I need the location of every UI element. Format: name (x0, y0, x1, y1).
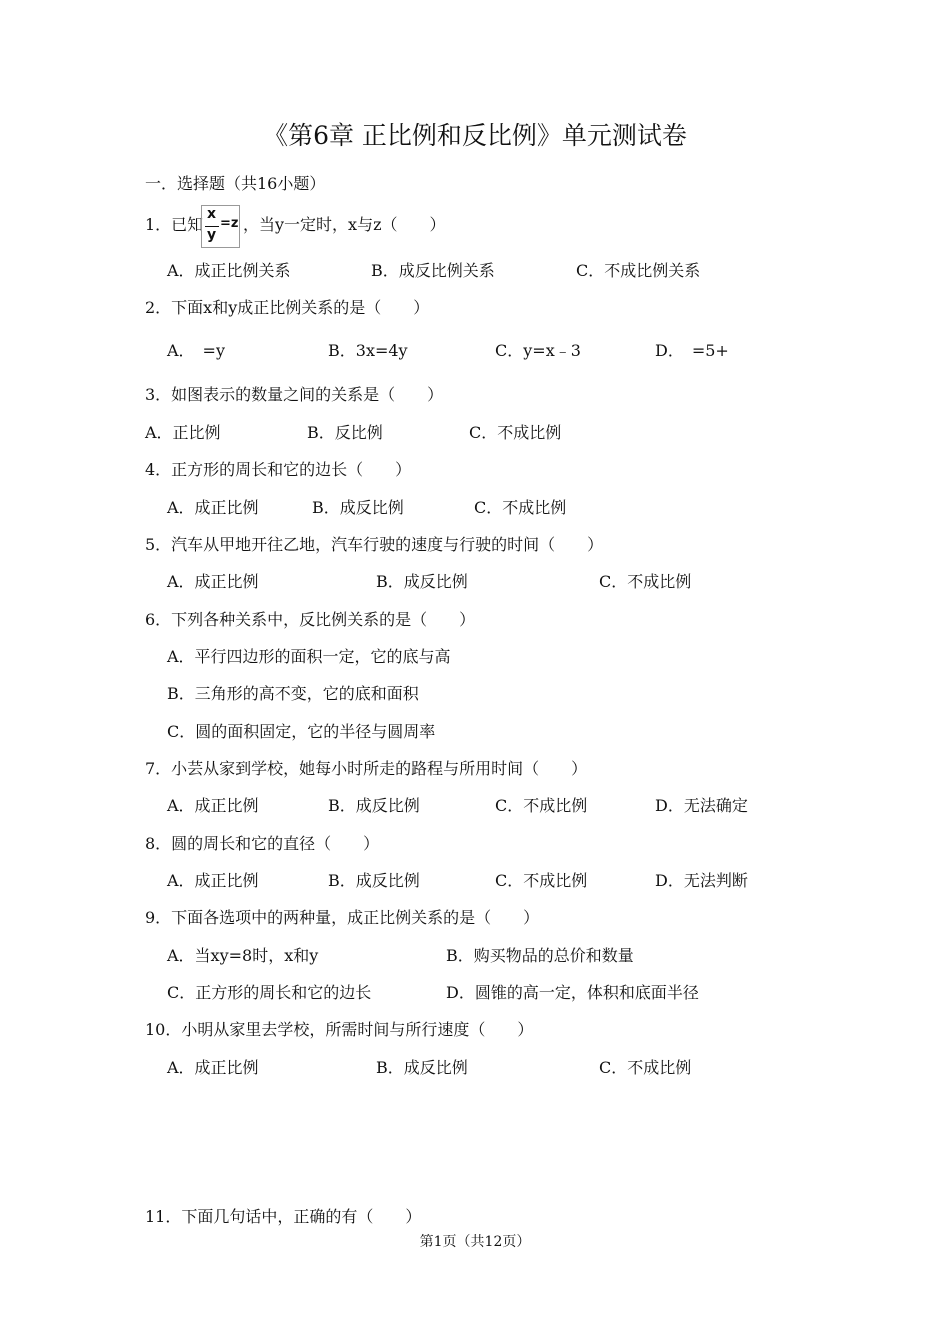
option: C．不成比例 (495, 796, 588, 815)
option: D． =5+ (655, 341, 729, 360)
formula-denominator: y (207, 227, 217, 243)
option: B．成反比例 (312, 498, 404, 517)
question-8-stem: 8．圆的周长和它的直径（ ） (145, 834, 380, 853)
option: C．不成比例 (474, 498, 567, 517)
option: B．三角形的高不变，它的底和面积 (167, 684, 419, 703)
option: A．成正比例 (167, 796, 259, 815)
section-heading: 一．选择题（共16小题） (145, 174, 326, 193)
option: C．不成比例 (469, 423, 562, 442)
option: A．成正比例 (167, 498, 259, 517)
option: B．成反比例关系 (371, 261, 495, 280)
option: A．成正比例关系 (167, 261, 291, 280)
question-3-stem: 3．如图表示的数量之间的关系是（ ） (145, 385, 444, 404)
question-1-stem-rest: ，当y一定时，x与z（ ） (243, 215, 446, 234)
option: D．无法确定 (655, 796, 748, 815)
option: A．成正比例 (167, 871, 259, 890)
formula-rhs: =z (220, 216, 239, 231)
page-title: 《第6章 正比例和反比例》单元测试卷 (263, 121, 687, 150)
option: B．反比例 (307, 423, 383, 442)
question-1-stem: 1．已知 (145, 215, 204, 234)
question-6-stem: 6．下列各种关系中，反比例关系的是（ ） (145, 610, 476, 629)
question-2-stem: 2．下面x和y成正比例关系的是（ ） (145, 298, 430, 317)
page-footer: 第1页（共12页） (419, 1234, 531, 1250)
option: B．成反比例 (328, 796, 420, 815)
question-9-stem: 9．下面各选项中的两种量，成正比例关系的是（ ） (145, 908, 540, 927)
option: D．无法判断 (655, 871, 748, 890)
option: C．不成比例 (495, 871, 588, 890)
option: D．圆锥的高一定，体积和底面半径 (446, 983, 699, 1002)
option: B．成反比例 (376, 572, 468, 591)
formula-numerator: x (207, 206, 217, 222)
question-7-stem: 7．小芸从家到学校，她每小时所走的路程与所用时间（ ） (145, 759, 588, 778)
option: C．不成比例 (599, 572, 692, 591)
option: C．不成比例 (599, 1058, 692, 1077)
question-5-stem: 5．汽车从甲地开往乙地，汽车行驶的速度与行驶的时间（ ） (145, 535, 604, 554)
question-4-stem: 4．正方形的周长和它的边长（ ） (145, 460, 412, 479)
option: C．正方形的周长和它的边长 (167, 983, 372, 1002)
option: A．平行四边形的面积一定，它的底与高 (167, 647, 451, 666)
option: A．成正比例 (167, 572, 259, 591)
question-10-stem: 10．小明从家里去学校，所需时间与所行速度（ ） (145, 1020, 534, 1039)
option: B．成反比例 (376, 1058, 468, 1077)
option: C．y=x﹣3 (495, 341, 581, 360)
option: B．购买物品的总价和数量 (446, 946, 634, 965)
option: A．正比例 (145, 423, 221, 442)
option: C．圆的面积固定，它的半径与圆周率 (167, 722, 436, 741)
option: B．成反比例 (328, 871, 420, 890)
option: C．不成比例关系 (576, 261, 701, 280)
option: A． =y (167, 341, 226, 360)
option: A．当xy=8时，x和y (167, 946, 319, 965)
option: A．成正比例 (167, 1058, 259, 1077)
formula-image (201, 205, 240, 248)
option: B．3x=4y (328, 341, 408, 360)
question-11-stem: 11．下面几句话中，正确的有（ ） (145, 1207, 422, 1226)
